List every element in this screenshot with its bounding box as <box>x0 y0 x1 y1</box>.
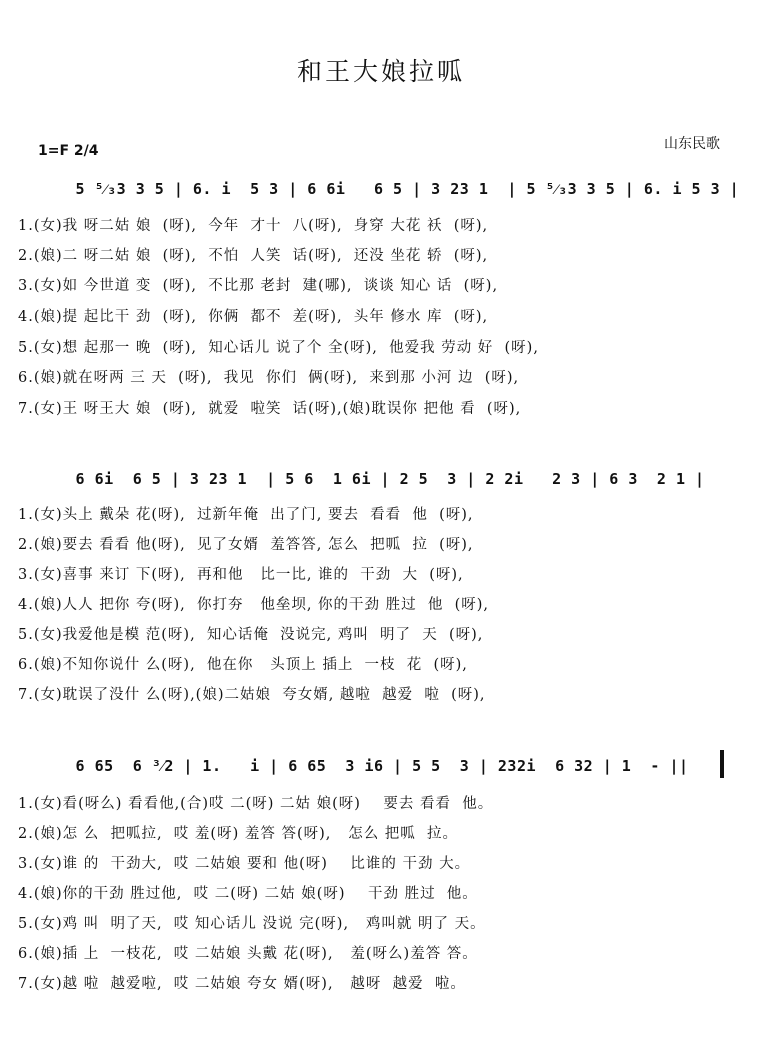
lyric-line: 5.(女)鸡 叫 明了天, 哎 知心话儿 没说 完(呀), 鸡叫就 明了 天。 <box>18 916 486 932</box>
final-barline <box>720 750 724 778</box>
lyric-line: 4.(娘)你的干劲 胜过他, 哎 二(呀) 二姑 娘(呀) 干劲 胜过 他。 <box>18 886 478 902</box>
notation-line-1: 5 ⁵⁄₃3 3 5 | 6. i 5 3 | 6 6i 6 5 | 3 23 1 | 5 ⁵⁄₃3 3 5 | 6. i 5 3 | <box>66 180 740 198</box>
key-signature: 1=F 2/4 <box>38 143 99 159</box>
lyric-line: 7.(女)越 啦 越爱啦, 哎 二姑娘 夸女 婿(呀), 越呀 越爱 啦。 <box>18 976 466 992</box>
lyric-line: 6.(娘)不知你说什 么(呀), 他在你 头顶上 插上 一枝 花 (呀), <box>18 657 468 673</box>
lyric-line: 7.(女)耽误了没什 么(呀),(娘)二姑娘 夸女婿, 越啦 越爱 啦 (呀), <box>18 687 486 703</box>
notation-line-2: 6 6i 6 5 | 3 23 1 | 5 6 1 6i | 2 5 3 | 2 2i 2 3 | 6 3 2 1 | <box>66 470 705 488</box>
lyric-line: 1.(女)看(呀么) 看看他,(合)哎 二(呀) 二姑 娘(呀) 要去 看看 他。 <box>18 796 494 812</box>
lyric-line: 4.(娘)人人 把你 夸(呀), 你打夯 他垒坝, 你的干劲 胜过 他 (呀), <box>18 597 490 613</box>
lyric-line: 3.(女)如 今世道 变 (呀), 不比那 老封 建(哪), 谈谈 知心 话 (呀), <box>18 278 499 294</box>
lyric-line: 5.(女)想 起那一 晚 (呀), 知心话儿 说了个 全(呀), 他爱我 劳动 好 (呀), <box>18 340 539 356</box>
lyric-line: 3.(女)喜事 来订 下(呀), 再和他 比一比, 谁的 干劲 大 (呀), <box>18 567 464 583</box>
song-title: 和王大娘拉呱 <box>296 57 465 86</box>
lyric-line: 6.(娘)就在呀两 三 天 (呀), 我见 你们 俩(呀), 来到那 小河 边 (呀), <box>18 370 520 386</box>
notation-line-3: 6 65 6 ³⁄2 | 1. i | 6 65 3 i6 | 5 5 3 | 232i 6 32 | 1 - || <box>66 757 689 775</box>
lyric-line: 6.(娘)插 上 一枝花, 哎 二姑娘 头戴 花(呀), 羞(呀么)羞答 答。 <box>18 946 478 962</box>
lyric-line: 1.(女)我 呀二姑 娘 (呀), 今年 才十 八(呀), 身穿 大花 袄 (呀), <box>18 218 489 234</box>
lyric-line: 1.(女)头上 戴朵 花(呀), 过新年俺 出了门, 要去 看看 他 (呀), <box>18 507 474 523</box>
lyric-line: 2.(娘)要去 看看 他(呀), 见了女婿 羞答答, 怎么 把呱 拉 (呀), <box>18 537 474 553</box>
song-source: 山东民歌 <box>664 136 720 152</box>
lyric-line: 7.(女)王 呀王大 娘 (呀), 就爱 啦笑 话(呀),(娘)耽误你 把他 看 (呀), <box>18 401 522 417</box>
lyric-line: 5.(女)我爱他是模 范(呀), 知心话俺 没说完, 鸡叫 明了 天 (呀), <box>18 627 484 643</box>
lyric-line: 3.(女)谁 的 干劲大, 哎 二姑娘 要和 他(呀) 比谁的 干劲 大。 <box>18 856 471 872</box>
lyric-line: 2.(娘)怎 么 把呱拉, 哎 羞(呀) 羞答 答(呀), 怎么 把呱 拉。 <box>18 826 459 842</box>
lyric-line: 2.(娘)二 呀二姑 娘 (呀), 不怕 人笑 话(呀), 还没 坐花 轿 (呀), <box>18 248 489 264</box>
lyric-line: 4.(娘)提 起比干 劲 (呀), 你俩 都不 差(呀), 头年 修水 库 (呀), <box>18 309 489 325</box>
